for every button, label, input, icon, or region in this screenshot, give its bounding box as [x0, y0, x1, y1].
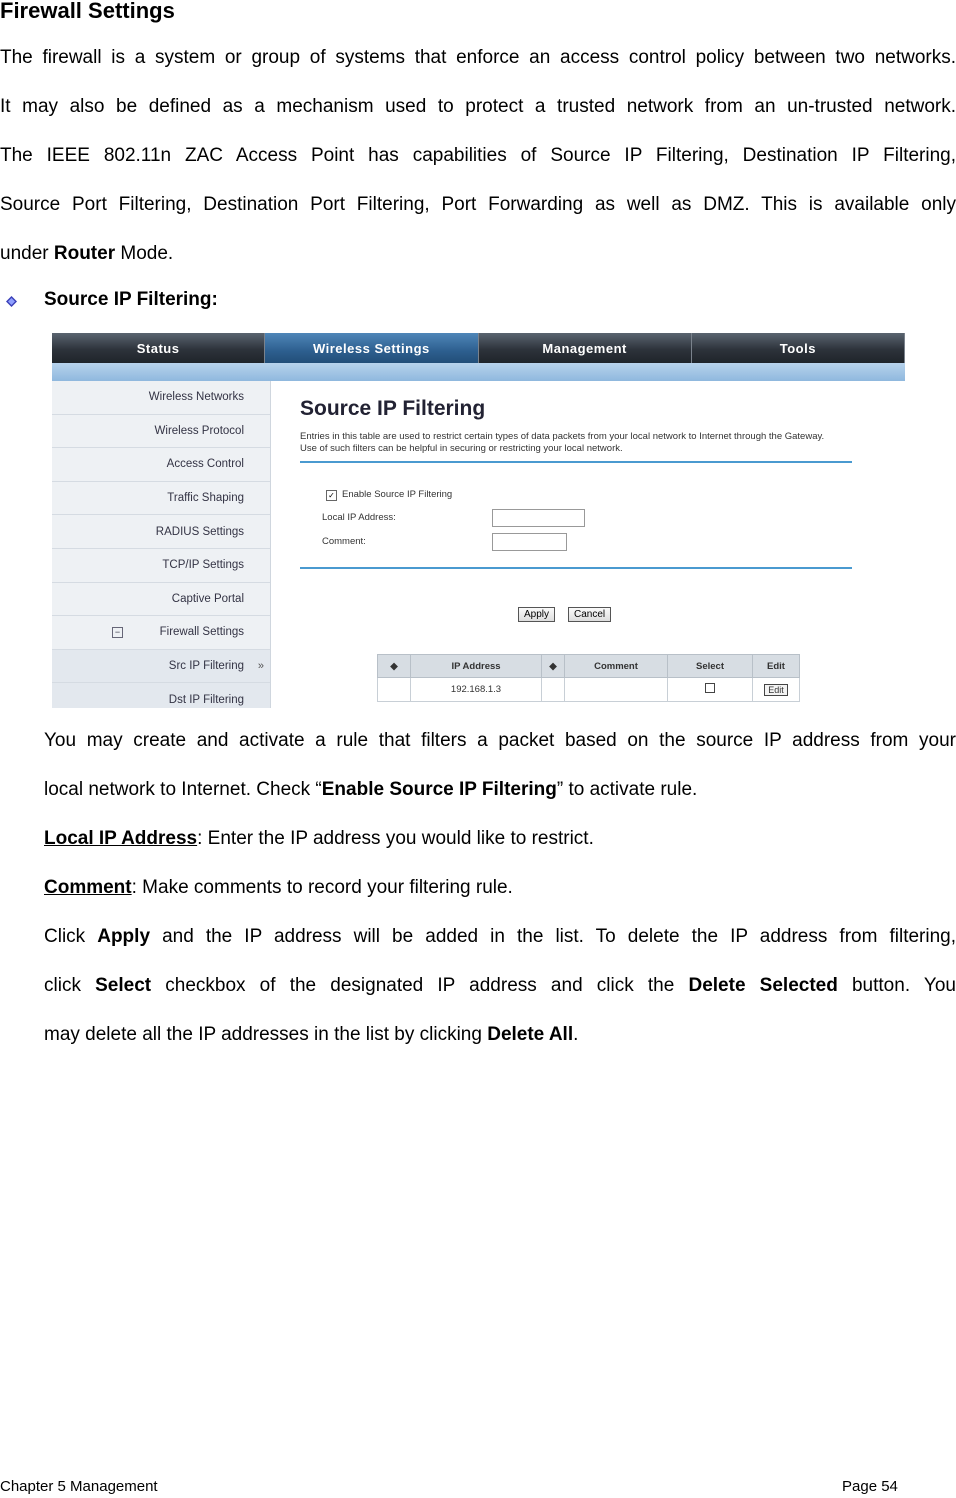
text: checkbox of the designated IP address and click the — [151, 975, 689, 996]
sidebar-item-wireless-networks[interactable]: Wireless Networks — [52, 381, 270, 415]
comment-cell — [565, 678, 668, 702]
intro-paragraph — [0, 33, 956, 278]
intro-line: The firewall is a system or group of systems that enforce an access control policy between two networks. — [0, 47, 956, 68]
sidebar-item-label: Firewall Settings — [159, 626, 244, 639]
top-nav — [52, 333, 905, 363]
table-header-row — [378, 655, 800, 678]
table-cell — [378, 678, 411, 702]
footer-page: Page 54 — [842, 1478, 898, 1495]
select-cell — [668, 678, 753, 702]
text: . — [573, 1024, 579, 1045]
text: Click — [44, 926, 98, 947]
sidebar-item-firewall-settings[interactable] — [52, 616, 270, 650]
delete-selected-term: Delete Selected — [688, 975, 838, 996]
text: and the IP address will be added in the list. To delete the IP address from filtering, — [150, 926, 956, 947]
ip-cell: 192.168.1.3 — [411, 678, 542, 702]
select-checkbox[interactable] — [705, 683, 715, 693]
sort-icon[interactable]: ◆ — [378, 655, 411, 678]
double-chevron-right-icon: » — [257, 660, 264, 673]
column-header-comment: Comment — [565, 655, 668, 678]
text: : Make comments to record your filtering rule. — [131, 877, 513, 898]
column-header-edit: Edit — [753, 655, 800, 678]
sidebar-item-src-ip-filtering[interactable] — [52, 650, 270, 684]
text: button. You — [837, 975, 956, 996]
cancel-button[interactable]: Cancel — [568, 607, 611, 622]
sidebar-item-label: Src IP Filtering — [168, 660, 244, 673]
main-content — [300, 397, 860, 620]
column-header-select: Select — [668, 655, 753, 678]
router-term: Router — [53, 243, 116, 264]
local-ip-label: Local IP Address: — [322, 512, 396, 523]
sub-header-bar — [52, 363, 905, 381]
column-header-ip: IP Address — [411, 655, 542, 678]
apply-button[interactable]: Apply — [518, 607, 555, 622]
sort-icon[interactable]: ◆ — [542, 655, 565, 678]
local-ip-term: Local IP Address — [44, 828, 198, 849]
table-cell — [542, 678, 565, 702]
intro-line: The IEEE 802.11n ZAC Access Point has capabilities of Source IP Filtering, Destination IP Filtering, — [0, 145, 956, 166]
edit-button[interactable]: Edit — [764, 684, 788, 696]
filter-form — [300, 463, 860, 567]
sidebar-item-captive-portal[interactable]: Captive Portal — [52, 583, 270, 617]
text: click — [44, 975, 96, 996]
sidebar-item-dst-ip-filtering[interactable]: Dst IP Filtering — [52, 683, 270, 708]
divider — [300, 567, 852, 569]
body-line — [44, 765, 956, 814]
body-line — [44, 814, 956, 863]
text: under — [0, 243, 54, 264]
comment-term: Comment — [44, 877, 132, 898]
comment-label: Comment: — [322, 536, 366, 547]
enable-filtering-label: Enable Source IP Filtering — [342, 489, 453, 500]
enable-term: Enable Source IP Filtering — [321, 779, 557, 800]
intro-line: It may also be defined as a mechanism used to protect a trusted network from an un-trusted network. — [0, 96, 956, 117]
text: : Enter the IP address you would like to restrict. — [197, 828, 594, 849]
page-title: Firewall Settings — [0, 0, 175, 23]
edit-cell — [753, 678, 800, 702]
body-line: You may create and activate a rule that filters a packet based on the source IP address from your — [44, 730, 956, 751]
intro-line — [0, 229, 956, 278]
text: may delete all the IP addresses in the list by clicking — [44, 1024, 488, 1045]
body-line — [44, 863, 956, 912]
text: Mode. — [115, 243, 174, 264]
filter-table — [377, 654, 800, 702]
body-text — [44, 716, 956, 1059]
collapse-icon[interactable]: − — [112, 627, 123, 638]
sidebar-item-tcpip-settings[interactable]: TCP/IP Settings — [52, 549, 270, 583]
sidebar-item-traffic-shaping[interactable]: Traffic Shaping — [52, 482, 270, 516]
text: local network to Internet. Check “ — [44, 779, 322, 800]
body-line — [44, 912, 956, 961]
text: ” to activate rule. — [556, 779, 698, 800]
select-term: Select — [95, 975, 152, 996]
sidebar-item-access-control[interactable]: Access Control — [52, 448, 270, 482]
table-row — [378, 678, 800, 702]
enable-filtering-checkbox[interactable]: ✓ — [326, 490, 337, 501]
apply-term: Apply — [97, 926, 151, 947]
content-description: Entries in this table are used to restrict certain types of data packets from your local network to Internet through the Gateway. Use of such filters can be helpful in securing or restricting your local network. — [300, 431, 825, 454]
comment-input[interactable] — [492, 533, 567, 551]
tab-wireless-settings[interactable]: Wireless Settings — [265, 333, 478, 363]
sidebar-item-radius-settings[interactable]: RADIUS Settings — [52, 515, 270, 549]
tab-tools[interactable]: Tools — [692, 333, 905, 363]
sidebar-item-wireless-protocol[interactable]: Wireless Protocol — [52, 415, 270, 449]
content-heading: Source IP Filtering — [300, 397, 486, 420]
intro-line: Source Port Filtering, Destination Port Filtering, Port Forwarding as well as DMZ. This is available only — [0, 194, 956, 215]
delete-all-term: Delete All — [487, 1024, 574, 1045]
tab-management[interactable]: Management — [479, 333, 692, 363]
tab-status[interactable]: Status — [52, 333, 265, 363]
section-label: Source IP Filtering: — [44, 289, 218, 310]
footer-chapter: Chapter 5 Management — [0, 1478, 158, 1495]
local-ip-input[interactable] — [492, 509, 585, 527]
body-line — [44, 961, 956, 1010]
ui-screenshot — [52, 333, 905, 708]
sidebar — [52, 381, 271, 708]
bullet-diamond-icon — [6, 296, 17, 307]
body-line — [44, 1010, 956, 1059]
